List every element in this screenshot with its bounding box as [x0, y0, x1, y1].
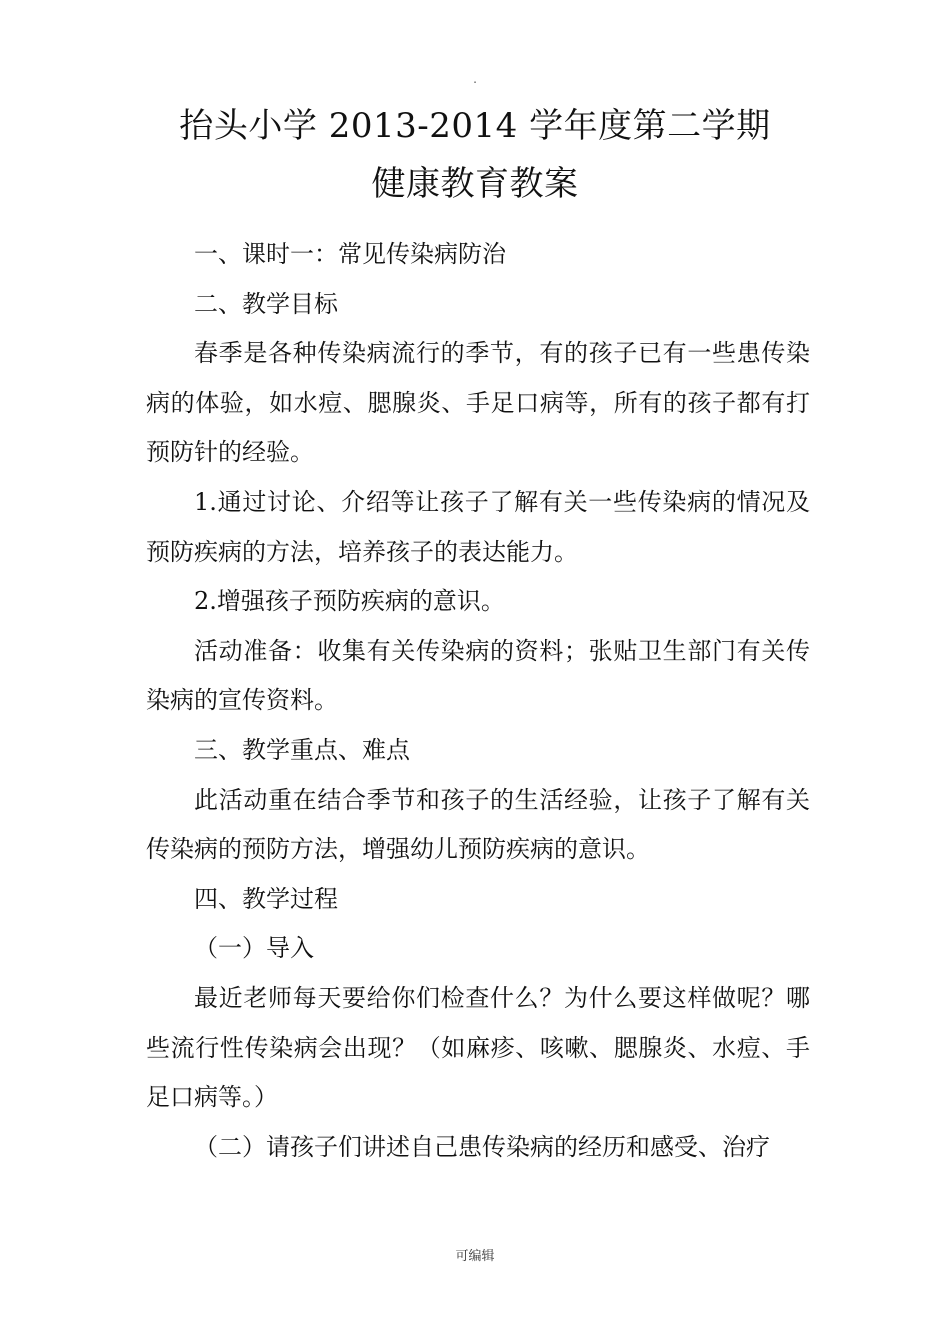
- section-heading-key-points: 三、教学重点、难点: [194, 735, 410, 764]
- section-heading-process: 四、教学过程: [194, 884, 338, 913]
- header-mark: .: [473, 72, 477, 86]
- section-heading-lesson: 一、课时一：常见传染病防治: [194, 240, 506, 268]
- subsection-heading-intro: （一）导入: [194, 934, 314, 963]
- objective-item-1: 1.通过讨论、介绍等让孩子了解有关一些传染病的情况及预防疾病的方法，培养孩子的表达能力。: [146, 487, 810, 566]
- paragraph-questions: 最近老师每天要给你们检查什么？为什么要这样做呢？哪些流行性传染病会出现？（如麻疹、咳嗽、腮腺炎、水痘、手足口病等。）: [146, 983, 810, 1112]
- section-heading-objectives: 二、教学目标: [194, 289, 338, 318]
- document-title-line-2: 健康教育教案: [371, 164, 579, 204]
- paragraph-preparation: 活动准备：收集有关传染病的资料；张贴卫生部门有关传染病的宣传资料。: [146, 636, 810, 715]
- objective-item-2: 2.增强孩子预防疾病的意识。: [194, 587, 505, 616]
- paragraph-step-2: （二）请孩子们讲述自己患传染病的经历和感受、治疗: [194, 1132, 770, 1161]
- paragraph-key-points: 此活动重在结合季节和孩子的生活经验，让孩子了解有关传染病的预防方法，增强幼儿预防疾病的意识。: [146, 785, 810, 864]
- footer-label: 可编辑: [455, 1249, 495, 1264]
- document-title-line-1: 抬头小学 2013-2014 学年度第二学期: [179, 106, 771, 146]
- paragraph-intro: 春季是各种传染病流行的季节，有的孩子已有一些患传染病的体验，如水痘、腮腺炎、手足口病等，所有的孩子都有打预防针的经验。: [146, 339, 810, 467]
- document-body: [146, 230, 810, 1172]
